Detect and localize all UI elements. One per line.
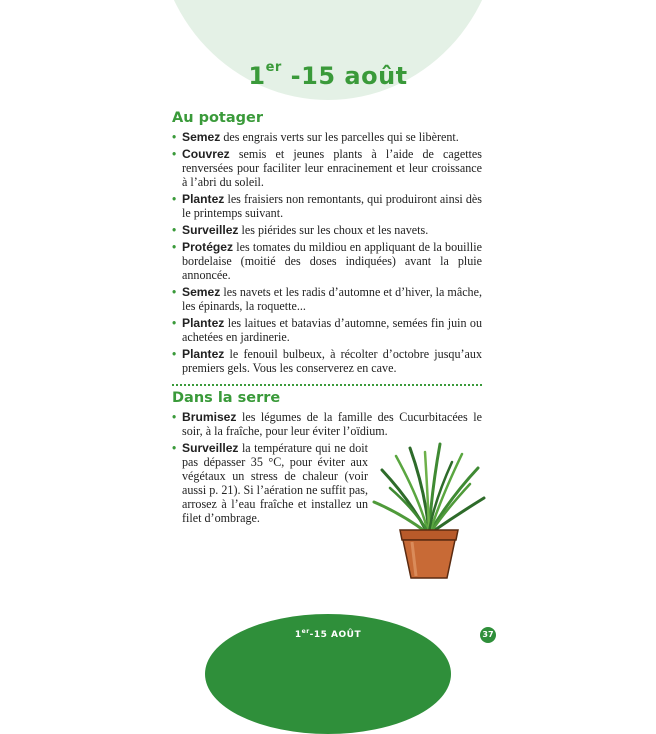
item-text: les légumes de la famille des Cucurbitacées le soir, à la fraîche, pour leur éviter l’oïdium. xyxy=(182,410,482,438)
list-item xyxy=(172,130,482,144)
list-item xyxy=(172,147,482,189)
action-verb: Surveillez xyxy=(182,441,239,455)
item-text: les fraisiers non remontants, qui produiront ainsi dès le printemps suivant. xyxy=(182,192,482,220)
footer-day: 1 xyxy=(294,630,302,640)
item-text: les tomates du mildiou en appliquant de la bouillie bordelaise (moitié des doses indiquées) avant la pluie annoncée. xyxy=(182,240,482,282)
action-verb: Surveillez xyxy=(182,223,239,237)
item-text: semis et jeunes plants à l’aide de cagettes renversées pour faciliter leur enracinement et leur croissance à l’abri du soleil. xyxy=(182,147,482,189)
footer-label xyxy=(205,628,451,640)
action-verb: Plantez xyxy=(182,316,225,330)
section-heading-serre: Dans la serre xyxy=(172,390,281,406)
action-verb: Semez xyxy=(182,130,221,144)
item-text: le fenouil bulbeux, à récolter d’octobre jusqu’aux premiers gels. Vous les conserverez en cave. xyxy=(182,347,482,375)
list-item xyxy=(172,285,482,313)
item-text: la température qui ne doit pas dépasser 35 °C, pour éviter aux végétaux un stress de chaleur (voir aussi p. 21). Si l’aération ne suffit pas, arrosez à l’eau fraîche et installez un filet d’ombrage. xyxy=(182,441,368,525)
action-verb: Protégez xyxy=(182,240,234,254)
title-rest: -15 août xyxy=(281,62,408,90)
list-item xyxy=(172,410,482,438)
action-verb: Plantez xyxy=(182,347,225,361)
potager-list xyxy=(172,130,482,378)
item-text: les piérides sur les choux et les navets. xyxy=(238,223,429,237)
action-verb: Plantez xyxy=(182,192,225,206)
list-item xyxy=(172,240,482,282)
footer-rest: -15 AOÛT xyxy=(309,630,362,640)
page-number: 37 xyxy=(480,627,496,643)
list-item xyxy=(172,347,482,375)
list-item xyxy=(172,223,482,237)
list-item xyxy=(172,316,482,344)
title-ordinal: er xyxy=(265,60,282,75)
action-verb: Semez xyxy=(182,285,221,299)
list-item xyxy=(172,192,482,220)
item-text: des engrais verts sur les parcelles qui se libèrent. xyxy=(220,130,459,144)
list-item xyxy=(172,441,368,525)
action-verb: Brumisez xyxy=(182,410,237,424)
title-day: 1 xyxy=(248,62,266,90)
page-title xyxy=(0,62,656,90)
item-text: les laitues et batavias d’automne, semées fin juin ou achetées en jardinerie. xyxy=(182,316,482,344)
section-divider xyxy=(172,384,482,386)
item-text: les navets et les radis d’automne et d’hiver, la mâche, les épinards, la roquette... xyxy=(182,285,482,313)
action-verb: Couvrez xyxy=(182,147,230,161)
section-heading-potager: Au potager xyxy=(172,110,264,126)
footer-ordinal: er xyxy=(301,628,310,635)
potted-chive-plant-icon xyxy=(370,440,488,580)
